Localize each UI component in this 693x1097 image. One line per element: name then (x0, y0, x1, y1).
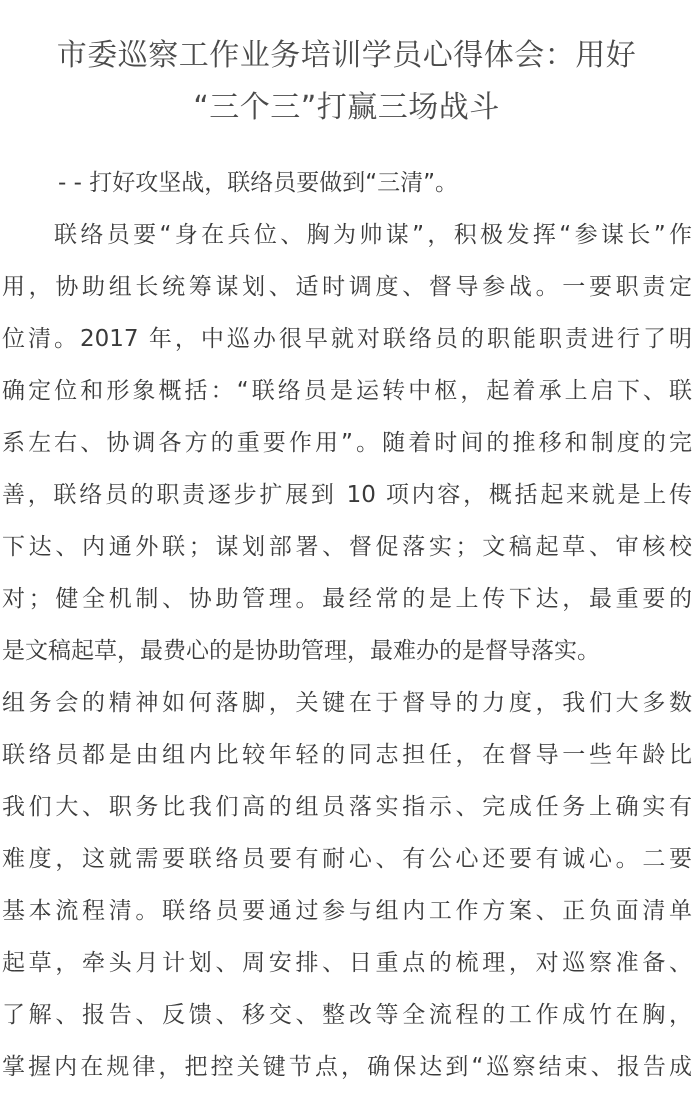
body-text-line: 我们大、职务比我们高的组员落实指示、完成任务上确实有 (2, 794, 692, 820)
body-text-line: 是文稿起草，最费心的是协助管理，最难办的是督导落实。 (2, 638, 600, 664)
body-text-line: 位清。2017 年，中巡办很早就对联络员的职能职责进行了明 (2, 326, 692, 352)
body-text-line: 系左右、协调各方的重要作用”。随着时间的推移和制度的完 (2, 430, 692, 456)
body-text-line: 掌握内在规律，把控关键节点，确保达到“巡察结束、报告成 (2, 1054, 692, 1080)
body-text-line: 组务会的精神如何落脚，关键在于督导的力度，我们大多数 (2, 690, 692, 716)
body-text-line: 了解、报告、反馈、移交、整改等全流程的工作成竹在胸， (2, 1002, 692, 1028)
body-text-line: 善，联络员的职责逐步扩展到 10 项内容，概括起来就是上传 (2, 482, 692, 508)
article-title (0, 0, 693, 134)
article-title-line: “三个三”打赢三场战斗 (193, 90, 500, 125)
body-text-line: 用，协助组长统筹谋划、适时调度、督导参战。一要职责定 (2, 274, 692, 300)
body-text-line: 起草，牵头月计划、周安排、日重点的梳理，对巡察准备、 (2, 950, 692, 976)
body-text-line: 联络员要“身在兵位、胸为帅谋”，积极发挥“参谋长”作 (54, 222, 692, 248)
body-text-line: 难度，这就需要联络员要有耐心、有公心还要有诚心。二要 (2, 846, 692, 872)
body-text-line: 基本流程清。联络员要通过参与组内工作方案、正负面清单 (2, 898, 692, 924)
body-text-line: 对；健全机制、协助管理。最经常的是上传下达，最重要的 (2, 586, 692, 612)
article-body (2, 209, 692, 1093)
section-subheading: - - 打好攻坚战，联络员要做到“三清”。 (58, 170, 459, 196)
article-title-line: 市委巡察工作业务培训学员心得体会：用好 (56, 38, 637, 73)
body-text-line: 下达、内通外联；谋划部署、督促落实；文稿起草、审核校 (2, 534, 692, 560)
body-text-line: 联络员都是由组内比较年轻的同志担任，在督导一些年龄比 (2, 742, 692, 768)
body-text-line: 确定位和形象概括：“联络员是运转中枢，起着承上启下、联 (2, 378, 692, 404)
